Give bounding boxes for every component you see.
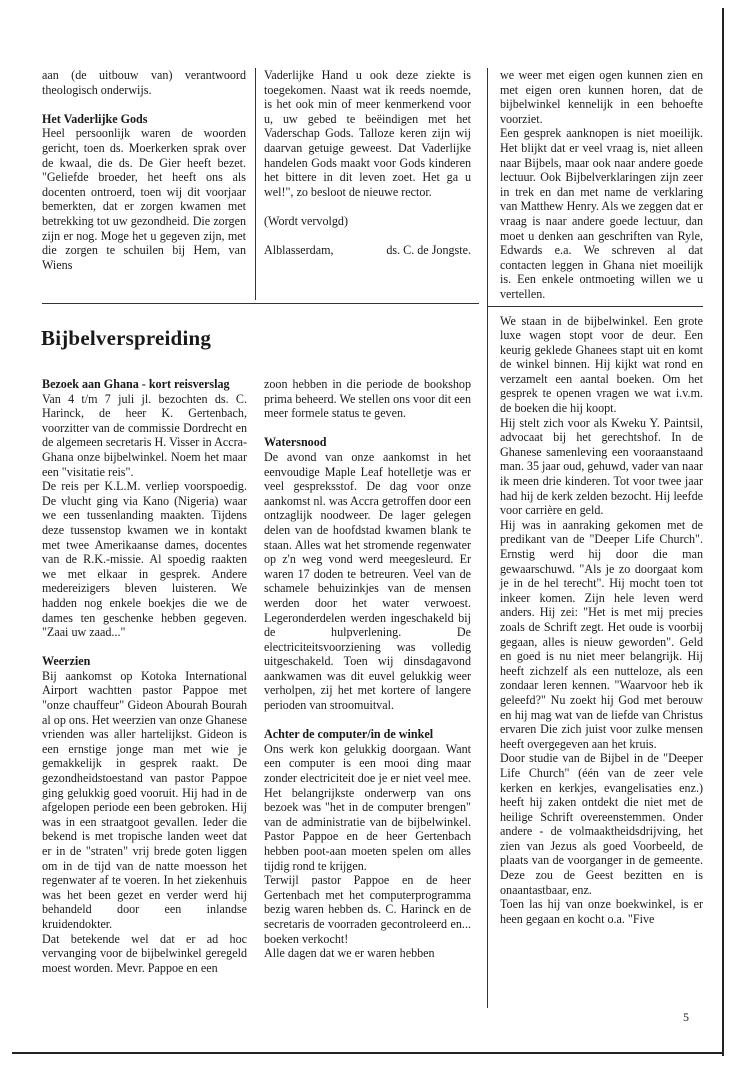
- paragraph: Alle dagen dat we er waren hebben: [264, 946, 435, 961]
- paragraph: Ons werk kon gelukkig doorgaan. Want een computer is een mooi ding maar zonder electriciteit doe je er niet veel mee. Het belangrijkste onderwerp van ons bezoek was "het in de computer brengen" van de administratie van de bijbelwinkel. Pastor Pappoe en de heer Gertenbach hebben poot-aan moeten spelen om alles tijdig rond te krijgen.: [264, 741, 471, 873]
- section-divider: [42, 303, 479, 304]
- top-column-2: [264, 68, 471, 258]
- section-heading: Weerzien: [42, 654, 91, 669]
- paragraph: Door studie van de Bijbel in de "Deeper Life Church" (één van de zeer vele kerken en kerkjes, evangelisaties enz.) heeft hij zaken ontdekt die niet met de heilige Schrift overeenstemmen. Onder andere - de volmaaktheidsdrijving, het zien van Jezus als goed Voorbeeld, de plaats van de voorganger in de gemeente. Deze zou de Geest bezitten en is onaantastbaar, enz.: [500, 751, 703, 897]
- paragraph: We staan in de bijbelwinkel. Een grote luxe wagen stopt voor de deur. Een keurig geklede Ghanees stapt uit en komt de winkel binnen. Hij kijkt wat rond en verzamelt een aantal boeken. Om het gesprek te openen vragen we wat i.v.m. de boeken die hij koopt.: [500, 313, 703, 416]
- page-title: Bijbelverspreiding: [41, 326, 212, 350]
- section-heading: Achter de computer/in de winkel: [264, 727, 434, 742]
- section-heading: Het Vaderlijke Gods: [42, 111, 148, 126]
- paragraph: De avond van onze aankomst in het eenvoudige Maple Leaf hotelletje was er veel gespreksstof. De dag voor onze aankomst nl. was Accra getroffen door een ontzaglijk noodweer. De lager gelegen delen van de hoofdstad kwamen blank te staan. Alles wat het stromende regenwater op z'n weg vond werd meegesleurd. Er waren 17 doden te betreuren. Veel van de schamele behuizinkjes van de mensen werden door het water verwoest. Legeronderdelen werden ingeschakeld bij de hulpverlening. De electriciteitsvoorziening was volledig uitgeschakeld. Toen wij dinsdagavond aankwamen was dit euvel gelukkig weer verholpen, zij het met kortere of langere perioden van stroomuitval.: [264, 449, 471, 713]
- signature-author: ds. C. de Jongste.: [386, 243, 471, 258]
- article-column-2: [264, 377, 471, 961]
- paragraph: Bij aankomst op Kotoka International Airport wachtten pastor Pappoe met "onze chauffeur" Gideon Abourah Bourah al op ons. Het weerzien van onze Ghanese vrienden was aller hartelijkst. Gideon is een ernstige jonge man met wie je gemakkelijk in gesprek raakt. De gezondheidstoestand van pastor Pappoe ging gelukkig goed vooruit. Hij had in de afgelopen periode een been gebroken. Hij was in een straatgoot gevallen. Ieder die bekend is met tropische landen weet dat er in de "straten" vrij brede goten liggen om in de tijd van de natte moesson het regenwater af te voeren. In het ziekenhuis was het been gezet en verder werd hij behandeld door een inlandse kruidendokter.: [42, 668, 247, 931]
- paragraph: Hij stelt zich voor als Kweku Y. Paintsil, advocaat bij het gerechtshof. In de Ghanese samenleving een vooraanstaand man. 35 jaar oud, gehuwd, vader van naar ik meen drie kinderen. Tot voor twee jaar had hij de kerk zelden bezocht. Hij leefde voor carrière en geld.: [500, 415, 703, 518]
- page-edge-bottom: [12, 1052, 724, 1054]
- column-rule: [487, 306, 703, 307]
- paragraph: Dat betekende wel dat er ad hoc vervanging voor de bijbelwinkel geregeld moest worden. Mevr. Pappoe en een: [42, 931, 247, 975]
- article-column-3: [500, 68, 703, 926]
- paragraph: Hij was in aanraking gekomen met de predikant van de "Deeper Life Church". Ernstig werd hij door die man gewaarschuwd. "Als je zo doorgaat kom je in de hel terecht". Hij mocht toen tot inkeer komen. Zijn hele leven werd anders. Hij zei: "Het is met mij precies zoals de Schrift zegt. Het oude is voorbij gegaan, alles is nieuw geworden". Geld en goed is nu niet meer belangrijk. Hij heeft zichzelf als een nutteloze, als een zondaar leren kennen. "Waarvoor heb ik geleefd?" Nu zoekt hij God met berouw en hij mag wat van de liefde van Christus ervaren Die zich juist voor zulke mensen heeft overgegeven aan het kruis.: [500, 517, 703, 751]
- page-number: 5: [683, 1010, 689, 1024]
- paragraph: Van 4 t/m 7 juli jl. bezochten ds. C. Harinck, de heer K. Gertenbach, voorzitter van de commissie Dordrecht en de algemeen secretaris H. Visser in Accra-Ghana onze bijbelwinkel. Noem het maar een "visitatie reis".: [42, 391, 247, 479]
- signature-place: Alblasserdam,: [264, 243, 334, 258]
- paragraph: Terwijl pastor Pappoe en de heer Gertenbach met het computerprogramma bezig waren hebben ds. C. Harinck en de secretaris de voorraden gecontroleerd en... boeken verkocht!: [264, 873, 471, 946]
- paragraph: zoon hebben in die periode de bookshop prima beheerd. We stellen ons voor dit een meer formele status te geven.: [264, 377, 471, 421]
- paragraph: De reis per K.L.M. verliep voorspoedig. De vlucht ging via Kano (Nigeria) waar we een tussenlanding maakten. Tijdens deze tussenstop kwamen we in kontakt met twee Amerikaanse dames, docentes van de R.K.-missie. Al spoedig raakten we met elkaar in gesprek. Andere medereizigers bleven luisteren. We hadden nog enkele boekjes die we de dames ten geschenke hebben gegeven. "Zaai uw zaad...": [42, 479, 247, 640]
- page-edge-right: [722, 8, 724, 1056]
- article-column-1: [42, 377, 247, 975]
- paragraph: Vaderlijke Hand u ook deze ziekte is toegekomen. Naast wat ik reeds noemde, is het ook min of meer kenmerkend voor u, uw gebed te beëindigen met het Vaderschap Gods. Talloze keren zijn wij daarvan getuige geweest. Dat Vaderlijke handelen Gods maakt voor Gods kinderen het bittere in dit leven zoet. Het ga u wel!", zo besloot de nieuwe rector.: [264, 68, 471, 199]
- top-column-1: [42, 68, 246, 272]
- signature-line: [264, 243, 471, 258]
- paragraph: we weer met eigen ogen kunnen zien en met eigen oren kunnen horen, dat de bijbelwinkel kennelijk in een behoefte voorziet.: [500, 68, 703, 126]
- paragraph: aan (de uitbouw van) verantwoord theologisch onderwijs.: [42, 68, 246, 97]
- section-heading: Watersnood: [264, 435, 327, 450]
- paragraph: Toen las hij van onze boekwinkel, is er heen gegaan en kocht o.a. "Five: [500, 897, 703, 926]
- section-heading: Bezoek aan Ghana - kort reisverslag: [42, 377, 230, 391]
- paragraph: Een gesprek aanknopen is niet moeilijk. Het blijkt dat er veel vraag is, niet alleen naar Bijbels, maar ook naar andere goede lectuur. Ook Bijbelverklaringen zijn zeer in trek en dan met name de verklaring van Matthew Henry. Als we zeggen dat er vraag is naar andere goede lectuur, dan moet u denken aan geschriften van Ryle, Edwards e.a. We schreven al dat contacten leggen in Ghana niet moeilijk is. Een enkele ontmoeting willen we u vertellen.: [500, 126, 703, 301]
- column-divider: [487, 68, 488, 1008]
- paragraph: Heel persoonlijk waren de woorden gericht, toen ds. Moerkerken sprak over de kwaal, die ds. De Gier heeft bezet. "Geliefde broeder, het heeft ons als docenten ontroerd, toen wij dit voorjaar bemerkten, dat er zorgen kwamen met betrekking tot uw gezondheid. Die zorgen zijn er nog. Moge het u gegeven zijn, met die zorgen te schuilen bij Hem, van Wiens: [42, 126, 246, 272]
- column-divider: [255, 68, 256, 300]
- continued-note: (Wordt vervolgd): [264, 213, 348, 228]
